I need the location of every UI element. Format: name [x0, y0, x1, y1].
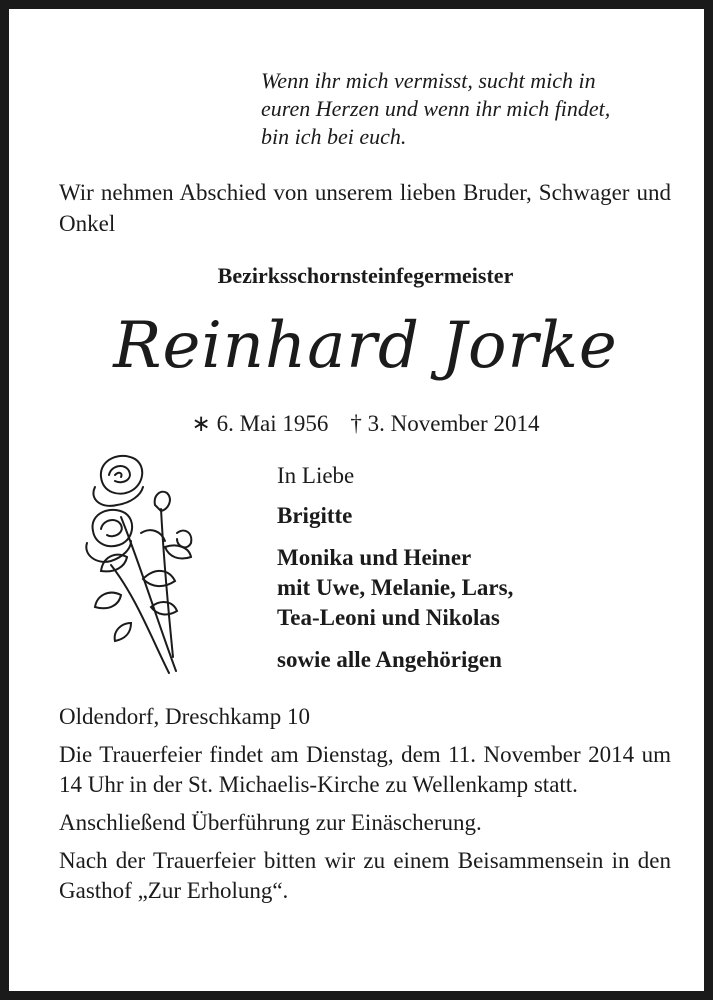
deceased-name: Reinhard Jorke: [113, 309, 618, 383]
motto-quote: [261, 67, 681, 151]
in-love-label: In Liebe: [277, 463, 355, 488]
cremation-text: Anschließend Überführung zur Einäscherung.: [59, 810, 482, 835]
rose-icon: [81, 447, 211, 675]
death-date: † 3. November 2014: [350, 411, 540, 436]
ceremony-text: Die Trauerfeier findet am Dienstag, dem 11. November 2014 um 14 Uhr in der St. Michaelis-Kirche zu Wellenkamp statt.: [59, 742, 671, 797]
mourners-list: [277, 463, 677, 675]
motto-line: Wenn ihr mich vermisst, sucht mich in: [261, 68, 596, 93]
birth-date: ∗ 6. Mai 1956: [191, 411, 329, 436]
mourner-name: Monika und Heiner: [277, 545, 472, 570]
intro-text: Wir nehmen Abschied von unserem lieben Bruder, Schwager und Onkel: [59, 180, 671, 236]
mourner-name: Tea-Leoni und Nikolas: [277, 605, 500, 630]
profession-title: Bezirksschornsteinfegermeister: [217, 263, 514, 288]
mourner-name: mit Uwe, Melanie, Lars,: [277, 575, 514, 600]
address: Oldendorf, Dreschkamp 10: [59, 704, 311, 729]
life-dates: [9, 411, 713, 437]
funeral-details: [59, 702, 671, 906]
gathering-text: Nach der Trauerfeier bitten wir zu einem Beisammensein in den Gasthof „Zur Erholung“.: [59, 848, 671, 903]
motto-line: euren Herzen und wenn ihr mich findet,: [261, 96, 611, 121]
motto-line: bin ich bei euch.: [261, 124, 407, 149]
mourner-name: sowie alle Angehörigen: [277, 647, 502, 672]
mourner-name: Brigitte: [277, 503, 353, 528]
